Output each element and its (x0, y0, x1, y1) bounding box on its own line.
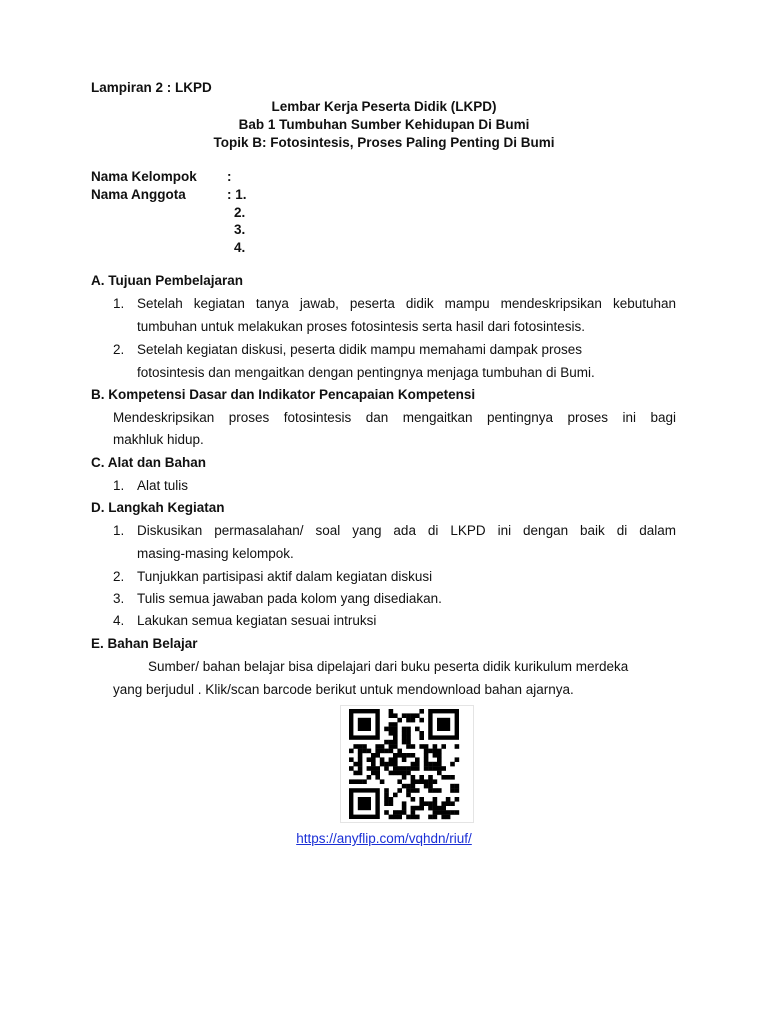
list-item-text: Tunjukkan partisipasi aktif dalam kegiatan diskusi (137, 569, 433, 584)
section-e-heading: E. Bahan Belajar (91, 636, 198, 651)
section-b-text: makhluk hidup. (113, 432, 204, 447)
list-number: 1. (113, 523, 125, 538)
member-number: 3. (234, 222, 246, 237)
list-item-text: masing-masing kelompok. (137, 546, 294, 561)
section-a-heading: A. Tujuan Pembelajaran (91, 273, 244, 288)
list-item-text: Tulis semua jawaban pada kolom yang disediakan. (137, 591, 442, 606)
section-d-heading: D. Langkah Kegiatan (91, 500, 225, 515)
members-label: Nama Anggota (91, 187, 186, 202)
list-number: 4. (113, 613, 125, 628)
member-number: 2. (234, 205, 246, 220)
qr-code-image[interactable] (340, 705, 474, 823)
list-item-text: fotosintesis dan mengaitkan dengan pentingnya menjaga tumbuhan di Bumi. (137, 365, 595, 380)
list-item-text: tumbuhan untuk melakukan proses fotosintesis serta hasil dari fotosintesis. (137, 319, 585, 334)
list-item-text: Setelah kegiatan tanya jawab, peserta didik mampu mendeskripsikan kebutuhan (137, 296, 676, 311)
section-c-heading: C. Alat dan Bahan (91, 455, 207, 470)
list-item-text: Alat tulis (137, 478, 189, 493)
chapter-title: Bab 1 Tumbuhan Sumber Kehidupan Di Bumi (238, 117, 530, 132)
topic-title: Topik B: Fotosintesis, Proses Paling Penting Di Bumi (213, 135, 555, 150)
member-number: 4. (234, 240, 246, 255)
section-e-text: Sumber/ bahan belajar bisa dipelajari dari buku peserta didik kurikulum merdeka (148, 659, 629, 674)
list-number: 2. (113, 569, 125, 584)
appendix-label: Lampiran 2 : LKPD (91, 80, 212, 95)
list-item-text: Lakukan semua kegiatan sesuai intruksi (137, 613, 377, 628)
group-name-label: Nama Kelompok (91, 169, 197, 184)
list-number: 2. (113, 342, 125, 357)
list-item-text: Setelah kegiatan diskusi, peserta didik mampu memahami dampak proses (137, 342, 582, 357)
section-b-heading: B. Kompetensi Dasar dan Indikator Pencapaian Kompetensi (91, 387, 476, 402)
group-name-colon: : (227, 169, 232, 184)
list-number: 1. (113, 478, 125, 493)
members-colon: : 1. (227, 187, 247, 202)
download-link[interactable]: https://anyflip.com/vqhdn/riuf/ (296, 831, 472, 846)
section-e-text: yang berjudul . Klik/scan barcode berikut untuk mendownload bahan ajarnya. (113, 682, 574, 697)
document-title: Lembar Kerja Peserta Didik (LKPD) (271, 99, 497, 114)
list-item-text: Diskusikan permasalahan/ soal yang ada di LKPD ini dengan baik di dalam (137, 523, 676, 538)
list-number: 1. (113, 296, 125, 311)
list-number: 3. (113, 591, 125, 606)
section-b-text: Mendeskripsikan proses fotosintesis dan mengaitkan pentingnya proses ini bagi (113, 410, 676, 425)
